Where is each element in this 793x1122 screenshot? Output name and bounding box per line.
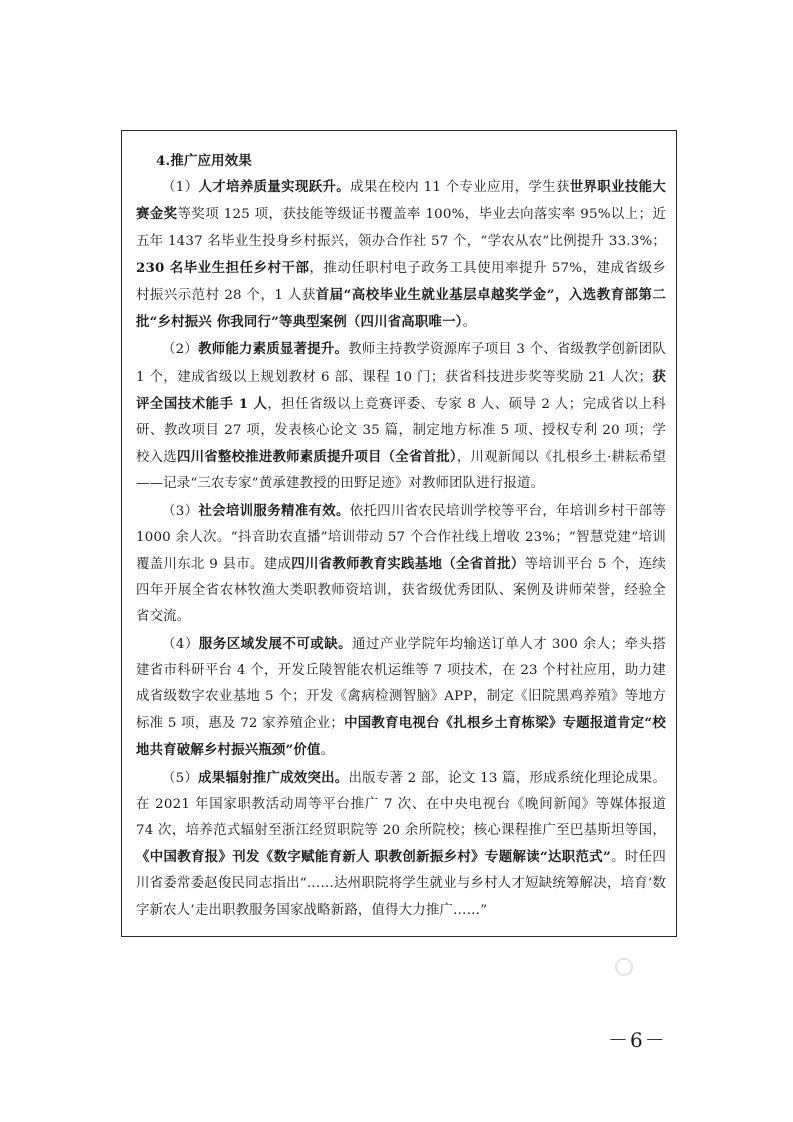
watermark: [615, 958, 705, 984]
page-number: －6－: [608, 1028, 667, 1052]
bold-text: 成果辐射推广成效突出。: [198, 769, 349, 786]
text-segment: 。: [462, 315, 477, 331]
bold-text: 四川省教师教育实践基地（全省首批）: [291, 556, 525, 573]
bold-text: 《中国教育报》刊发《数字赋能育新人 职教创新振乡村》专题解读“达职范式”: [136, 849, 611, 866]
text-segment: （5）: [162, 770, 199, 786]
bold-text: 中国教育电视台《扎根乡土育栋梁》专题报道肯定“校地共育破解乡村振兴瓶颈”价值: [136, 715, 666, 759]
bold-text: 230 名毕业生担任乡村干部: [136, 259, 310, 276]
text-segment: 。: [320, 743, 335, 759]
text-segment: （4）: [162, 636, 199, 652]
bold-text: 人才培养质量实现跃升。: [198, 179, 351, 196]
paragraph-p1: [136, 174, 666, 336]
bold-text: 首届“高校毕业生就业基层卓越奖学金”，入选教育部第二批“乡村振兴 你我同行”等典型案例（四川省高职唯一）: [136, 287, 667, 331]
text-segment: 依托四川省农民培训学校等平台，年培训乡村干部等 1000 余人次。“抖音助农直播”培训带动 57 个合作社线上增收 23%；“智慧党建”培训覆盖川东北 9 县市。建成: [136, 503, 666, 573]
text-segment: 成果在校内 11 个专业应用，学生获: [350, 180, 570, 196]
bold-text: 四川省整校推进教师素质提升项目（全省首批）: [176, 449, 457, 466]
text-segment: 等培训平台 5 个，连续四年开展全省农林牧渔大类职教师资培训，获省级优秀团队、案例及讲师荣誉，经验全省交流。: [136, 557, 666, 625]
document-body: [136, 148, 666, 924]
text-segment: 等奖项 125 项，获技能等级证书覆盖率 100%，毕业去向落实率 95%以上；近五年 1437 名毕业生投身乡村振兴，领办合作社 57 个，“学农从农”比例提升 33.3%；: [136, 207, 666, 249]
text-segment: （2）: [162, 342, 199, 358]
text-segment: 通过产业学院年均输送订单人才 300 余人；牵头搭建省市科研平台 4 个，开发丘陵智能农机运维等 7 项技术，在 23 个村社应用，助力建成省级数字农业基地 5 个；开发《禽病检测智脑》APP，制定《旧院黑鸡养殖》等地方标准 5 项，惠及 72 家养殖企业；: [136, 636, 666, 732]
text-segment: ，推动任职村电子政务工具使用率提升 57%，建成省级乡村振兴示范村 28 个，1 人获: [136, 260, 666, 304]
text-segment: ，担任省级以上竞赛评委、专家 8 人、硕导 2 人；完成省以上科研、教改项目 27 项，发表核心论文 35 篇，制定地方标准 5 项、授权专利 20 项；学校入选: [136, 396, 666, 466]
paragraph-p5: [136, 765, 666, 924]
bold-text: 获评全国技术能手 1 人: [136, 368, 666, 412]
bold-text: 教师能力素质显著提升。: [198, 341, 349, 358]
bold-text: 社会培训服务精准有效。: [198, 502, 350, 519]
watermark-logo-icon: [615, 958, 633, 976]
paragraph-p4: [136, 631, 666, 765]
text-segment: 教师主持教学资源库子项目 3 个、省级教学创新团队 1 个，建成省级以上规划教材 6 部、课程 10 门；获省科技进步奖等奖励 21 人次；: [136, 342, 667, 385]
text-segment: （3）: [162, 503, 199, 519]
section-title: 4.推广应用效果: [156, 153, 252, 169]
paragraph-p3: [136, 498, 666, 631]
paragraph-list: [136, 174, 666, 924]
text-segment: 。时任四川省委常委赵俊民同志指出“……达州职院将学生就业与乡村人才短缺统筹解决，培育‘数字新农人’走出职教服务国家战略新路，值得大力推广……”: [136, 850, 666, 918]
text-segment: （1）: [162, 180, 199, 196]
bold-text: 服务区域发展不可或缺。: [198, 635, 353, 652]
text-segment: ，川观新闻以《扎根乡土·耕耘希望——记录“三农专家”黄承建教授的田野足迹》对教师团队进行报道。: [136, 450, 667, 492]
paragraph-p2: [136, 336, 666, 497]
text-segment: 出版专著 2 部，论文 13 篇，形成系统化理论成果。在 2021 年国家职教活动周等平台推广 7 次、在中央电视台《晚间新闻》等媒体报道 74 次，培养范式辐射至浙江经贸职院等 20 余所院校；核心课程推广至巴基斯坦等国，: [136, 770, 667, 839]
bold-text: 世界职业技能大赛金奖: [136, 179, 667, 223]
